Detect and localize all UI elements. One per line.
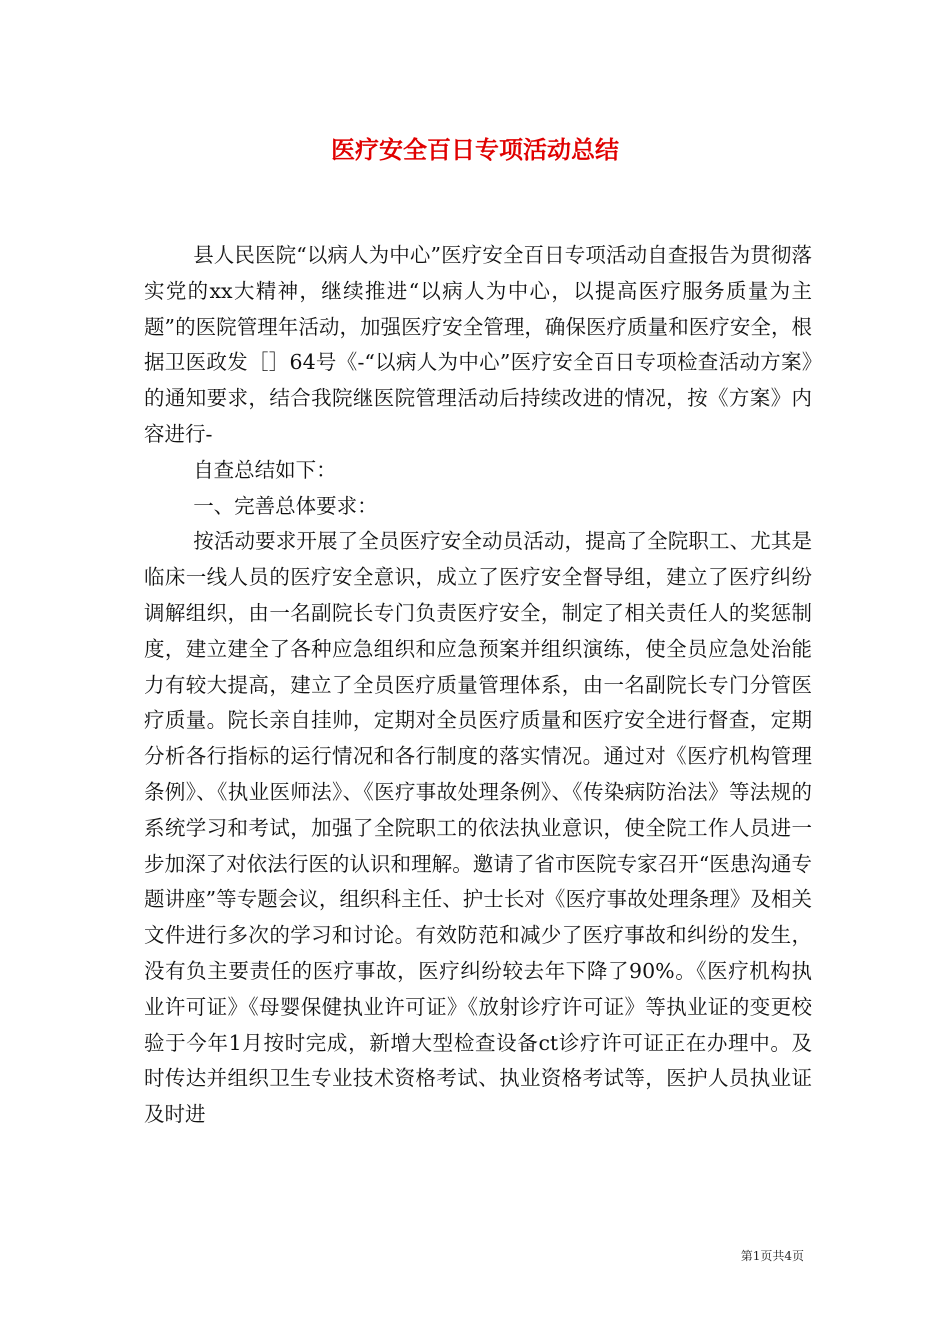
paragraph-summary-lead: 自查总结如下： <box>193 457 337 482</box>
document-body <box>144 238 812 1133</box>
paragraph-section-1-body: 按活动要求开展了全员医疗安全动员活动，提高了全院职工、尤其是临床一线人员的医疗安全意识，成立了医疗安全督导组，建立了医疗纠纷调解组织，由一名副院长专门负责医疗安全，制定了相关责任人的奖惩制度，建立建全了各种应急组织和应急预案并组织演练，使全员应急处治能力有较大提高，建立了全员医疗质量管理体系，由一名副院长专门分管医疗质量。院长亲自挂帅，定期对全员医疗质量和医疗安全进行督查，定期分析各行指标的运行情况和各行制度的落实情况。通过对《医疗机构管理条例》、《执业医师法》、《医疗事故处理条例》、《传染病防治法》等法规的系统学习和考试，加强了全院职工的依法执业意识，使全院工作人员进一步加深了对依法行医的认识和理解。邀请了省市医院专家召开“医患沟通专题讲座”等专题会议，组织科主任、护士长对《医疗事故处理条理》及相关文件进行多次的学习和讨论。有效防范和减少了医疗事故和纠纷的发生，没有负主要责任的医疗事故，医疗纠纷较去年下降了90%。《医疗机构执业许可证》《母婴保健执业许可证》《放射诊疗许可证》等执业证的变更校验于今年1月按时完成，新增大型检查设备ct诊疗许可证正在办理中。及时传达并组织卫生专业技术资格考试、执业资格考试等，医护人员执业证及时进 <box>144 529 812 1127</box>
section-heading-1: 一、完善总体要求： <box>193 493 378 518</box>
page-number-footer: 第1页共4页 <box>740 1249 804 1263</box>
paragraph-intro: 县人民医院“以病人为中心”医疗安全百日专项活动自查报告为贯彻落实党的xx大精神，继续推进“以病人为中心，以提高医疗服务质量为主题”的医院管理年活动，加强医疗安全管理，确保医疗质量和医疗安全，根据卫医政发［］64号《-“以病人为中心”医疗安全百日专项检查活动方案》的通知要求，结合我院继医院管理活动后持续改进的情况，按《方案》内容进行- <box>144 243 812 446</box>
document-title: 医疗安全百日专项活动总结 <box>331 136 619 164</box>
